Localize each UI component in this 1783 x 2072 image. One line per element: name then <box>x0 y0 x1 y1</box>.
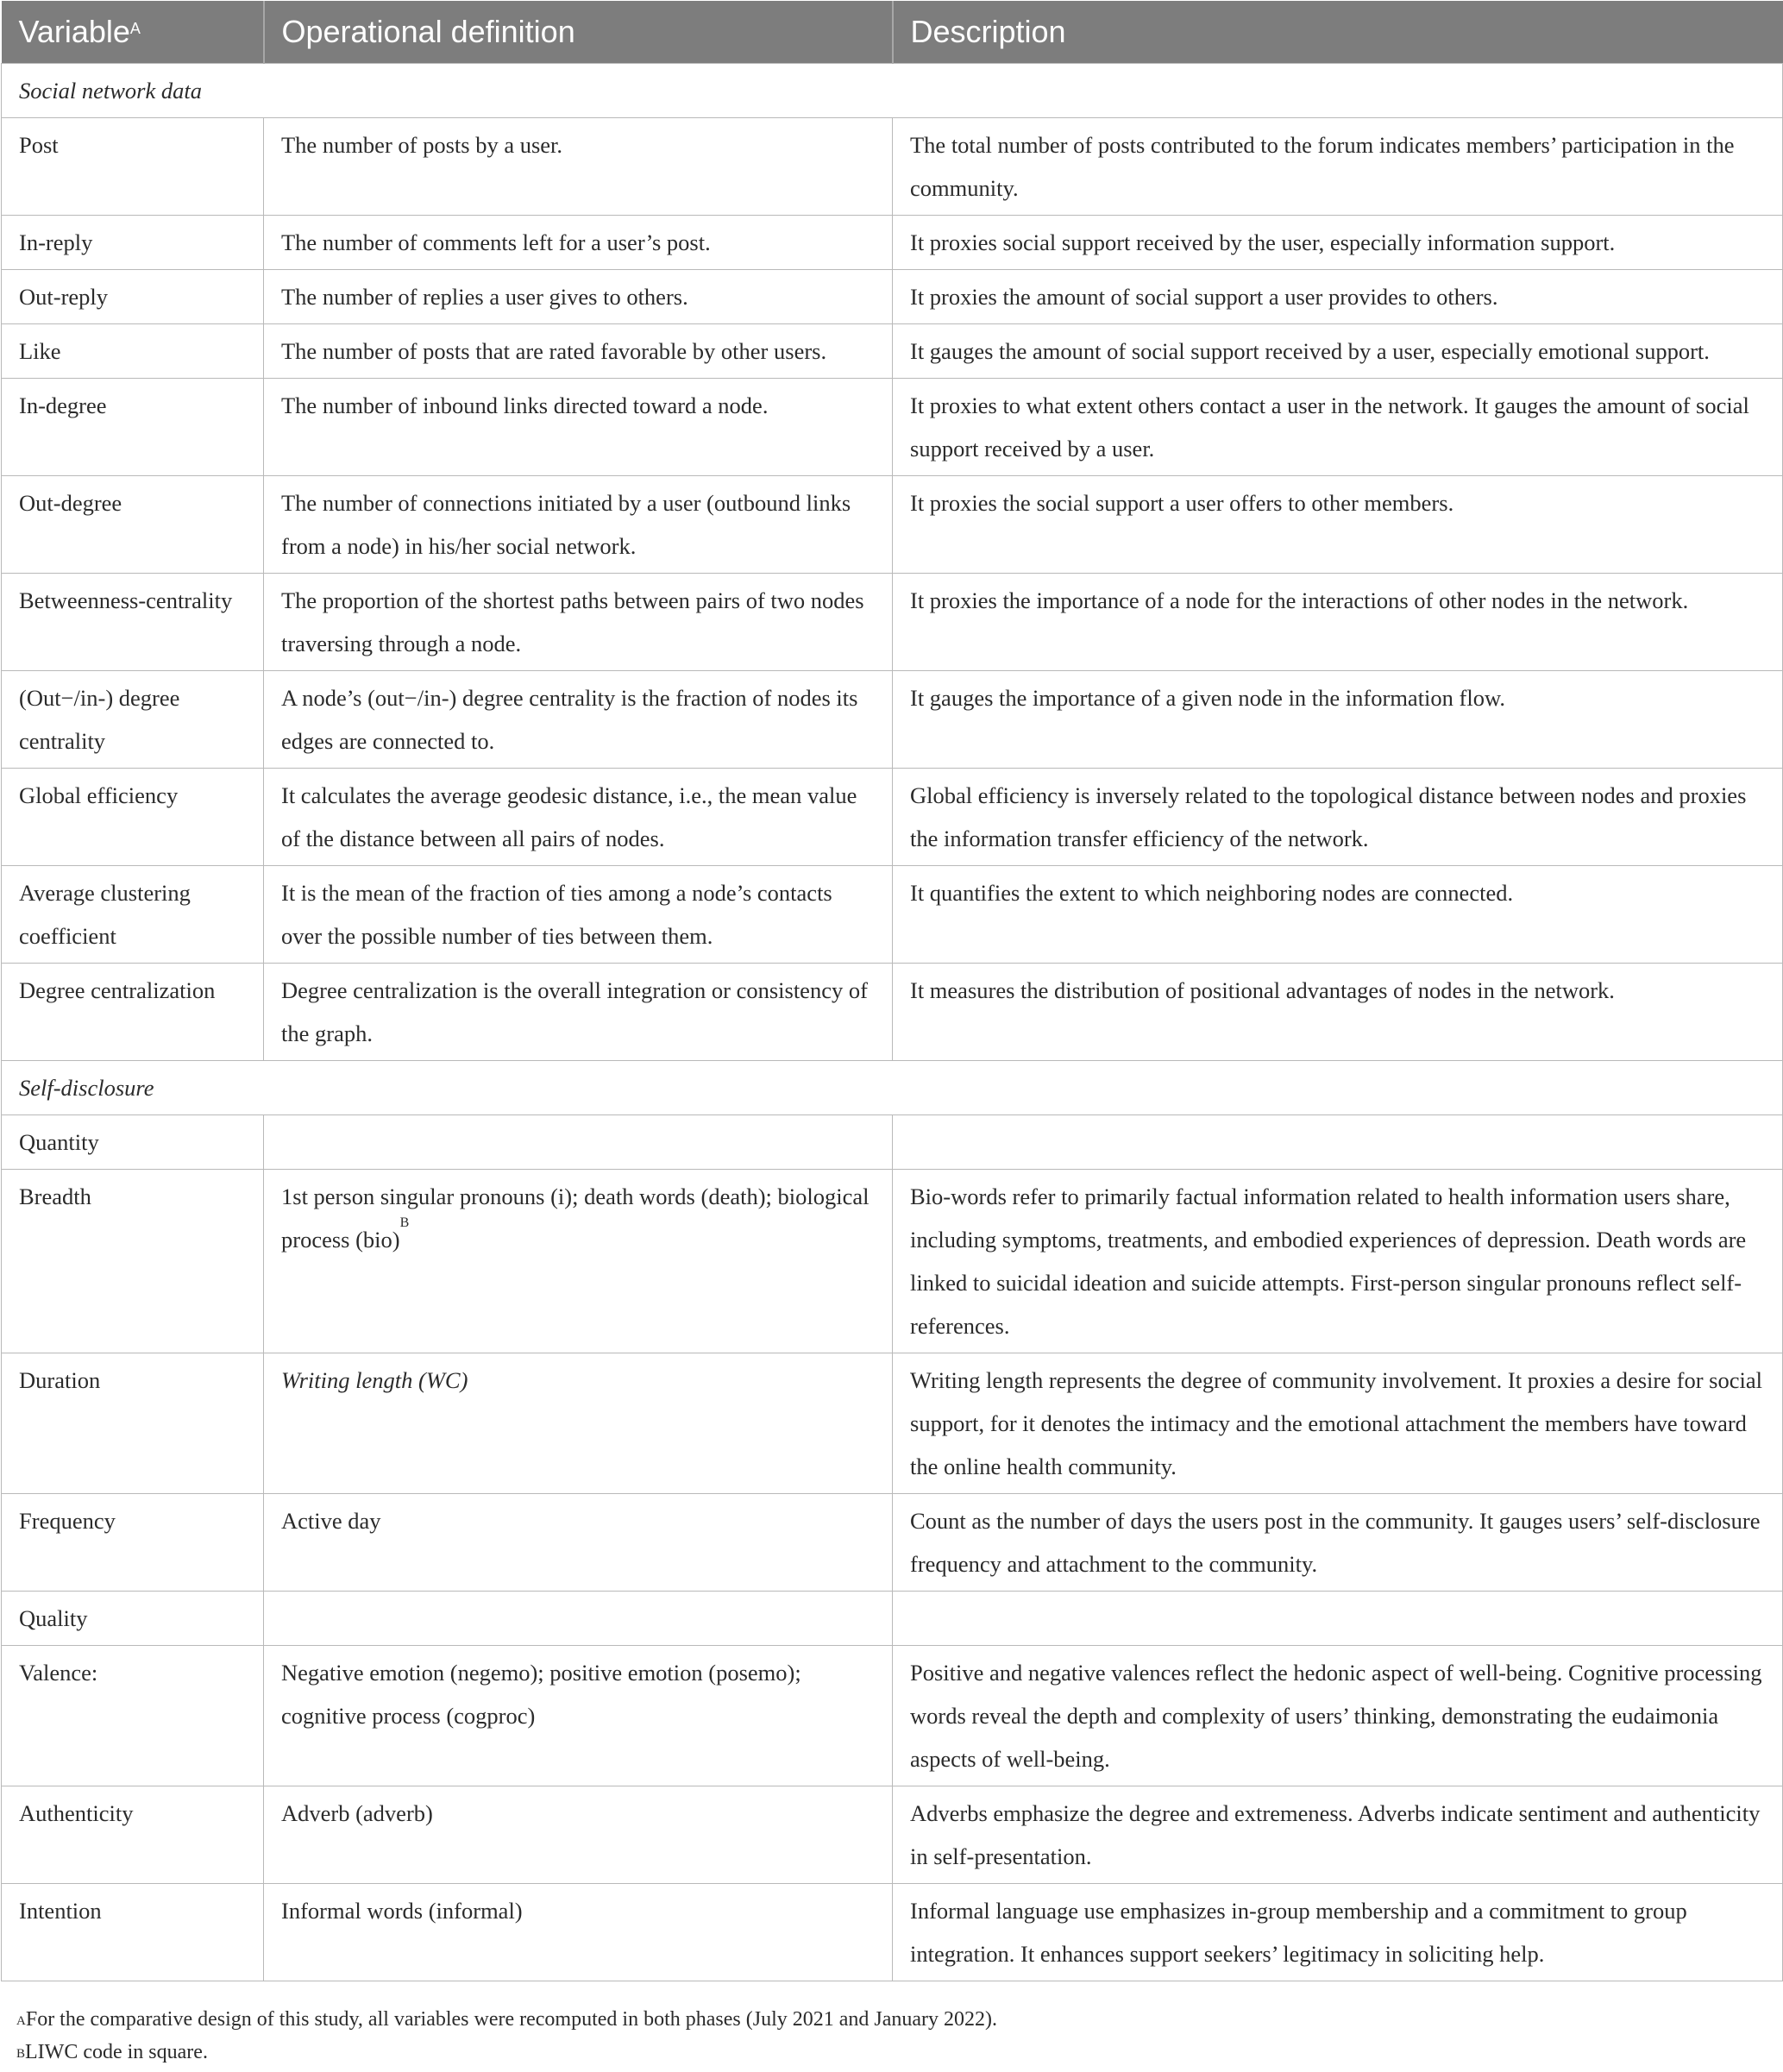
cell-variable: Breadth <box>2 1170 264 1353</box>
cell-description: It quantifies the extent to which neighboring nodes are connected. <box>893 866 1783 964</box>
cell-description: Count as the number of days the users post in the community. It gauges users’ self-disclosure frequency and attachment to the community. <box>893 1494 1783 1592</box>
table-row <box>2 216 1783 270</box>
cell-description: The total number of posts contributed to the forum indicates members’ participation in the community. <box>893 118 1783 216</box>
table-row <box>2 1170 1783 1353</box>
table-row <box>2 1592 1783 1646</box>
cell-description: Writing length represents the degree of community involvement. It proxies a desire for social support, for it denotes the intimacy and the emotional attachment the members have toward the online health community. <box>893 1353 1783 1494</box>
cell-variable: Duration <box>2 1353 264 1494</box>
cell-description: Positive and negative valences reflect the hedonic aspect of well-being. Cognitive processing words reveal the depth and complexity of users’ thinking, demonstrating the eudaimonia aspects of well-being. <box>893 1646 1783 1786</box>
cell-definition: Adverb (adverb) <box>264 1786 893 1884</box>
cell-variable: In-degree <box>2 379 264 476</box>
footnote-b-mark: B <box>16 2047 26 2061</box>
header-variable-footnote-mark: A <box>129 20 141 37</box>
cell-description: It proxies the amount of social support a user provides to others. <box>893 270 1783 324</box>
cell-definition: Negative emotion (negemo); positive emotion (posemo); cognitive process (cogproc) <box>264 1646 893 1786</box>
table-row <box>2 769 1783 866</box>
cell-variable: (Out−/in-) degree centrality <box>2 671 264 769</box>
footnote-a-text: For the comparative design of this study, all variables were recomputed in both phases (July 2021 and January 2022). <box>25 2008 998 2031</box>
header-operational-definition: Operational definition <box>264 1 893 64</box>
table-row <box>2 964 1783 1061</box>
cell-definition: The number of comments left for a user’s post. <box>264 216 893 270</box>
cell-description <box>893 1592 1783 1646</box>
cell-description: It gauges the amount of social support received by a user, especially emotional support. <box>893 324 1783 379</box>
cell-variable: Out-degree <box>2 476 264 574</box>
cell-definition: It calculates the average geodesic distance, i.e., the mean value of the distance between all pairs of nodes. <box>264 769 893 866</box>
table-row <box>2 574 1783 671</box>
cell-variable: Average clustering coefficient <box>2 866 264 964</box>
table-row <box>2 118 1783 216</box>
section-row <box>2 1061 1783 1115</box>
cell-definition: The number of posts that are rated favorable by other users. <box>264 324 893 379</box>
table-row <box>2 270 1783 324</box>
section-label-self-disclosure: Self-disclosure <box>2 1061 1783 1115</box>
footnote-a <box>16 2003 997 2036</box>
cell-variable: Authenticity <box>2 1786 264 1884</box>
cell-variable: Betweenness-centrality <box>2 574 264 671</box>
footnote-a-mark: A <box>16 2014 26 2028</box>
cell-definition: The number of replies a user gives to others. <box>264 270 893 324</box>
cell-definition: Degree centralization is the overall integration or consistency of the graph. <box>264 964 893 1061</box>
cell-variable: Global efficiency <box>2 769 264 866</box>
footnote-b-text: LIWC code in square. <box>25 2041 208 2063</box>
cell-description: It proxies to what extent others contact a user in the network. It gauges the amount of social support received by a user. <box>893 379 1783 476</box>
cell-description: Informal language use emphasizes in-group membership and a commitment to group integration. It enhances support seekers’ legitimacy in soliciting help. <box>893 1884 1783 1981</box>
cell-variable: Frequency <box>2 1494 264 1592</box>
table-row <box>2 1494 1783 1592</box>
cell-description: It gauges the importance of a given node in the information flow. <box>893 671 1783 769</box>
cell-variable: In-reply <box>2 216 264 270</box>
table-footnotes <box>16 2003 997 2069</box>
cell-description: Adverbs emphasize the degree and extremeness. Adverbs indicate sentiment and authenticity in self-presentation. <box>893 1786 1783 1884</box>
cell-variable: Intention <box>2 1884 264 1981</box>
cell-description <box>893 1115 1783 1170</box>
cell-description: Global efficiency is inversely related to the topological distance between nodes and proxies the information transfer efficiency of the network. <box>893 769 1783 866</box>
cell-variable: Degree centralization <box>2 964 264 1061</box>
section-row <box>2 64 1783 118</box>
cell-definition: The proportion of the shortest paths between pairs of two nodes traversing through a node. <box>264 574 893 671</box>
header-row <box>2 1 1783 64</box>
cell-variable: Quantity <box>2 1115 264 1170</box>
table-row <box>2 1115 1783 1170</box>
cell-definition: The number of inbound links directed toward a node. <box>264 379 893 476</box>
table-row <box>2 1884 1783 1981</box>
table-row <box>2 1646 1783 1786</box>
cell-variable: Quality <box>2 1592 264 1646</box>
table-header <box>2 1 1783 64</box>
cell-definition: It is the mean of the fraction of ties among a node’s contacts over the possible number of ties between them. <box>264 866 893 964</box>
section-label-social-network: Social network data <box>2 64 1783 118</box>
cell-definition: Informal words (informal) <box>264 1884 893 1981</box>
cell-variable: Like <box>2 324 264 379</box>
cell-definition: Active day <box>264 1494 893 1592</box>
table-row <box>2 866 1783 964</box>
footnote-mark: B <box>399 1215 410 1230</box>
cell-description: It proxies the social support a user offers to other members. <box>893 476 1783 574</box>
cell-variable: Out-reply <box>2 270 264 324</box>
header-variable-label: Variable <box>18 14 130 49</box>
cell-definition <box>264 1115 893 1170</box>
cell-variable: Post <box>2 118 264 216</box>
cell-definition-text: 1st person singular pronouns (i); death words (death); biological process (bio) <box>281 1184 870 1253</box>
cell-description: Bio-words refer to primarily factual information related to health information users share, including symptoms, treatments, and embodied experiences of depression. Death words are linked to suicidal ideation and suicide attempts. First-person singular pronouns reflect self-references. <box>893 1170 1783 1353</box>
cell-definition <box>264 1170 893 1353</box>
cell-definition: Writing length (WC) <box>264 1353 893 1494</box>
cell-definition <box>264 1592 893 1646</box>
header-description: Description <box>893 1 1783 64</box>
cell-description: It proxies the importance of a node for the interactions of other nodes in the network. <box>893 574 1783 671</box>
cell-definition: The number of posts by a user. <box>264 118 893 216</box>
cell-description: It measures the distribution of positional advantages of nodes in the network. <box>893 964 1783 1061</box>
cell-definition: The number of connections initiated by a user (outbound links from a node) in his/her social network. <box>264 476 893 574</box>
header-variable <box>2 1 264 64</box>
table-row <box>2 476 1783 574</box>
cell-definition: A node’s (out−/in-) degree centrality is the fraction of nodes its edges are connected to. <box>264 671 893 769</box>
table-row <box>2 1353 1783 1494</box>
table-row <box>2 1786 1783 1884</box>
variables-table <box>1 1 1783 1981</box>
cell-description: It proxies social support received by the user, especially information support. <box>893 216 1783 270</box>
table-row <box>2 379 1783 476</box>
table-row <box>2 324 1783 379</box>
footnote-b <box>16 2036 997 2069</box>
cell-variable: Valence: <box>2 1646 264 1786</box>
table-row <box>2 671 1783 769</box>
